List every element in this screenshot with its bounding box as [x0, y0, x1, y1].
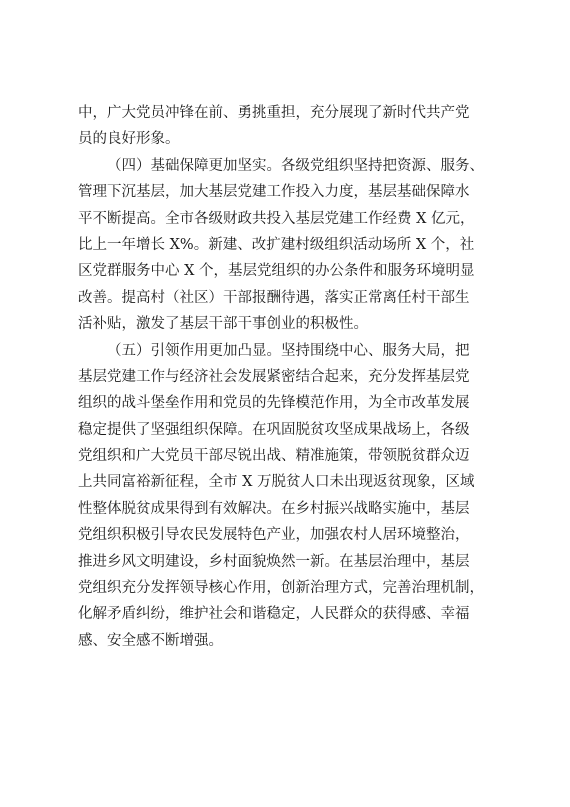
text-line: 员的良好形象。	[78, 131, 180, 148]
text-line: 感、安全感不断增强。	[78, 632, 223, 649]
section-heading-line: （五）引领作用更加凸显。坚持围绕中心、服务大局，把	[107, 342, 470, 359]
text-line: 性整体脱贫成果得到有效解决。在乡村振兴战略实施中，基层	[78, 500, 470, 517]
text-line: 党组织充分发挥领导核心作用，创新治理方式，完善治理机制，	[78, 580, 484, 597]
text-line: 党组织和广大党员干部尽锐出战、精准施策，带领脱贫群众迈	[78, 448, 470, 465]
text-line: 中，广大党员冲锋在前、勇挑重担，充分展现了新时代共产党	[78, 105, 470, 121]
text-line: 平不断提高。全市各级财政共投入基层党建工作经费 X 亿元，	[78, 210, 475, 227]
text-line: 推进乡风文明建设，乡村面貌焕然一新。在基层治理中，基层	[78, 553, 470, 570]
text-line: 稳定提供了坚强组织保障。在巩固脱贫攻坚成果战场上，各级	[78, 421, 470, 438]
body-text	[78, 100, 498, 654]
text-line: 区党群服务中心 X 个，基层党组织的办公条件和服务环境明显	[78, 263, 475, 280]
text-line: 党组织积极引导农民发展特色产业，加强农村人居环境整治，	[78, 527, 470, 544]
text-line: 活补贴，激发了基层干部干事创业的积极性。	[78, 316, 368, 333]
text-line: 上共同富裕新征程，全市 X 万脱贫人口未出现返贫现象，区域	[78, 474, 475, 491]
text-line: 比上一年增长 X%。新建、改扩建村级组织活动场所 X 个，社	[78, 236, 475, 253]
text-line: 化解矛盾纠纷，维护社会和谐稳定，人民群众的获得感、幸福	[78, 606, 470, 623]
text-line: 基层党建工作与经济社会发展紧密结合起来，充分发挥基层党	[78, 368, 470, 385]
section-heading-line: （四）基础保障更加坚实。各级党组织坚持把资源、服务、	[107, 157, 484, 174]
text-line: 管理下沉基层，加大基层党建工作投入力度，基层基础保障水	[78, 184, 470, 201]
text-line: 改善。提高村（社区）干部报酬待遇，落实正常离任村干部生	[78, 289, 470, 306]
text-line: 组织的战斗堡垒作用和党员的先锋模范作用，为全市改革发展	[78, 395, 470, 412]
